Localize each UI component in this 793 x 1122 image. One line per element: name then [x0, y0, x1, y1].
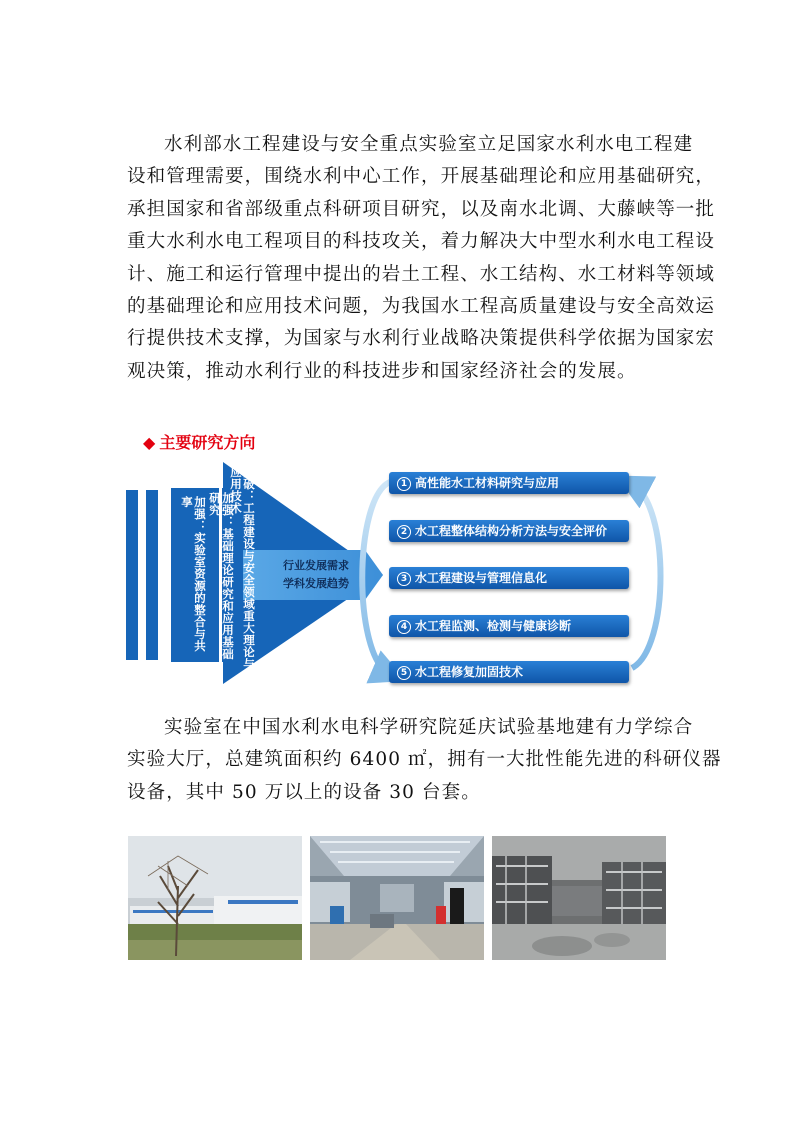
building-photo: [128, 836, 302, 960]
text-line: 水利部水工程建设与安全重点实验室立足国家水利水电工程建: [164, 134, 694, 155]
text-line: 设备，其中 50 万以上的设备 30 台套。: [127, 781, 481, 803]
text-line: 实验大厅，总建筑面积约 6400 ㎡，拥有一大批性能先进的科研仪器: [127, 749, 722, 771]
number-badge: 2: [397, 525, 411, 539]
text-line: 重大水利水电工程项目的科技攻关，着力解决大中型水利水电工程设: [127, 231, 716, 253]
section-heading: [143, 430, 255, 453]
number-badge: 4: [397, 620, 411, 634]
direction-label: 高性能水工材料研究与应用: [415, 476, 560, 490]
direction-label: 水工程建设与管理信息化: [415, 571, 548, 585]
direction-item: [389, 520, 629, 542]
text-line: 设和管理需要，围绕水利中心工作，开展基础理论和应用基础研究，: [127, 166, 716, 188]
intro-paragraph: [127, 129, 716, 388]
band-text-basic-research: 加强：基础理论研究和应用基础研究: [208, 492, 235, 660]
text-line: 的基础理论和应用技术问题，为我国水工程高质量建设与安全高效运: [127, 296, 716, 318]
equipment-room-photo: [492, 836, 666, 960]
direction-item: [389, 661, 629, 683]
text-line: 观决策，推动水利行业的科技进步和国家经济社会的发展。: [127, 360, 637, 382]
diamond-icon: ◆: [143, 433, 156, 452]
center-label-discipline: 学科发展趋势: [283, 577, 349, 590]
research-direction-diagram: [125, 462, 670, 694]
stripe: [126, 490, 138, 660]
facility-paragraph: [127, 712, 722, 809]
direction-item: [389, 567, 629, 589]
text-line: 承担国家和省部级重点科研项目研究，以及南水北调、大藤峡等一批: [127, 198, 716, 220]
direction-item: [389, 472, 629, 494]
cycle-arrow-right: [632, 484, 661, 668]
center-label-industry: 行业发展需求: [283, 559, 349, 572]
text-line: 行提供技术支撑，为国家与水利行业战略决策提供科学依据为国家宏: [127, 328, 716, 350]
direction-label: 水工程修复加固技术: [415, 665, 524, 679]
stripe: [146, 490, 158, 660]
lab-hall-photo: [310, 836, 484, 960]
band-text-resource-sharing: 加强：实验室资源的整合与共享: [180, 496, 207, 652]
section-heading-text: 主要研究方向: [159, 433, 256, 452]
number-badge: 1: [397, 477, 411, 491]
direction-label: 水工程监测、检测与健康诊断: [415, 619, 572, 633]
text-line: 实验室在中国水利水电科学研究院延庆试验基地建有力学综合: [164, 717, 694, 738]
number-badge: 5: [397, 666, 411, 680]
direction-item: [389, 615, 629, 637]
number-badge: 3: [397, 572, 411, 586]
text-line: 计、施工和运行管理中提出的岩土工程、水工结构、水工材料等领域: [127, 263, 716, 285]
direction-label: 水工程整体结构分析方法与安全评价: [415, 524, 608, 538]
band-text-breakthrough: 突破：工程建设与安全领域重大理论与应用技术: [229, 466, 256, 670]
